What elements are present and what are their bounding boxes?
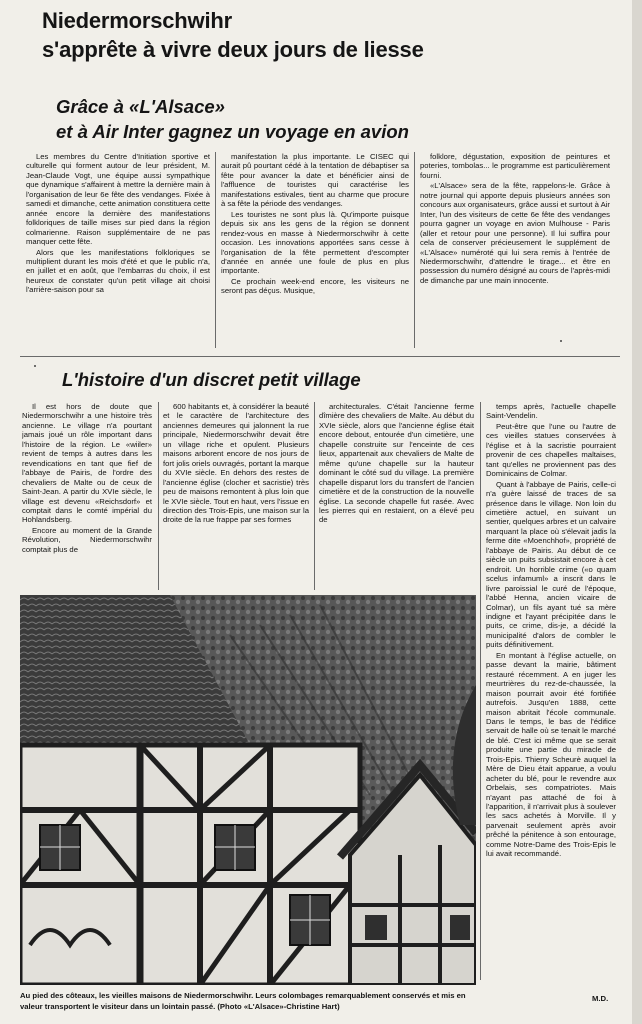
headline-line-2: s'apprête à vivre deux jours de liesse: [42, 37, 424, 62]
scan-speck: [560, 340, 562, 342]
column-rule: [215, 152, 216, 348]
column-rule: [480, 402, 481, 980]
paragraph: Alors que les manifestations folkloriques se multiplient durant les mois d'été et que le public n'a, en juillet et en août, que l'embarras du choix, il est heureux de constater qu'un petit village ait choisi l'arrière-saison pour sa: [26, 247, 210, 295]
paragraph: 600 habitants et, à considérer la beauté et le caractère de l'architecture des anciennes demeures qui jalonnent la rue principale, Niedermorschwihr devait être un village riche et opulent. Plusieurs maisons arborent encore de nos jours de fort jolis oriels ouvragés, portant la marque du XVIe siècle. En dehors des restes de l'ancienne église (clocher et sacristie) très peu de maisons remontent à plus loin que le XVIe siècle. Tout en haut, vers l'issue en direction des Trois-Epis, une maison sur la droite de la rue frappe par ses formes: [163, 402, 309, 525]
article2-column-2: [163, 402, 309, 592]
paragraph: manifestation la plus importante. Le CISEC qui aurait pû pourtant cédé à la tentation de débaptiser sa fête pour avancer la date et bénéficier ainsi de l'affluence de touristes qui caractérise les manifestations estivales, tient au charme que procure à sa fête la période des vendanges.: [221, 152, 409, 209]
headline: [42, 6, 602, 64]
half-timbered-houses-illustration: [20, 595, 476, 985]
paragraph: Il est hors de doute que Niedermorschwihr a une histoire très ancienne. Le village n'a pourtant jamais joué un rôle important dans l'histoire de la région. Le «wiiler» revient de temps à autres dans les revendications en tant que fief de l'abbaye de Pairis, de l'ordre des chevaliers de Malte ou de ceux de Saint-Jean. A partir du XVIe siècle, le village est devenu «Reichsdorf» et comptait dans le comté impérial du Hohlandsberg.: [22, 402, 152, 525]
article2-column-1: [22, 402, 152, 592]
paragraph: Ce prochain week-end encore, les visiteurs ne seront pas déçus. Musique,: [221, 276, 409, 296]
article2-column-3: [319, 402, 474, 592]
headline-line-1: Niedermorschwihr: [42, 8, 232, 33]
section-title: L'histoire d'un discret petit village: [62, 369, 361, 390]
paragraph: folklore, dégustation, exposition de peintures et poteries, tombolas... le programme est particulièrement fourni.: [420, 152, 610, 180]
village-photo: [20, 595, 476, 985]
article1-column-1: [26, 152, 210, 350]
paragraph: temps après, l'actuelle chapelle Saint-Vendelin.: [486, 402, 616, 421]
page-edge: [632, 0, 642, 1024]
photo-caption: Au pied des côteaux, les vieilles maisons de Niedermorschwihr. Leurs colombages remarquablement conservés et mis en valeur transportent le visiteur dans un lointain passé. (Photo «L'Alsace»-Christine Hart): [20, 991, 466, 1011]
column-rule: [314, 402, 315, 590]
column-rule: [158, 402, 159, 590]
paragraph: «L'Alsace» sera de la fête, rappelons-le. Grâce à notre journal qui apporte depuis plusieurs années son concours aux organisateurs, grâce aussi et surtout à Air Inter, l'un des visiteurs de cette 6e fête des vendanges pourra gagner un voyage en avion Mulhouse - Paris (aller et retour pour une personne). Il lui suffira pour cela de conserver précieusement le supplément de «L'Alsace» numéroté qui lui sera remis à l'entrée de Niedermorschwihr, d'attendre le tirage... et être en possession du numéro désigné au cours de l'après-midi de dimanche par une main innocente.: [420, 181, 610, 285]
subhead-line-2: et à Air Inter gagnez un voyage en avion: [56, 121, 409, 142]
scan-speck: [34, 365, 36, 367]
column-rule: [414, 152, 415, 348]
paragraph: Les touristes ne sont plus là. Qu'importe puisque depuis six ans les gens de la région se donnent rendez-vous en masse à Niedermorschwihr à cette occasion. Les innovations apportées sans cesse à l'organisation de la fête permettent d'escompter d'année en année une foule de plus en plus importante.: [221, 209, 409, 276]
paragraph: architecturales. C'était l'ancienne ferme dîmière des chevaliers de Malte. Au début du XVIe siècle, alors que l'ancienne église était encore debout, entourée d'un cimetière, une chapelle construite sur l'enceinte de ces lieux, appartenait aux chevaliers de Malte de même qu'une chapelle sur la hauteur dominant le côté sud du village. La première chapelle disparut lors du transfert de l'ancien cimetière et de la construction de la nouvelle église. La seconde chapelle fut rasée. Avec les pierres qui en restaient, on a élevé peu de: [319, 402, 474, 525]
subhead-line-1: Grâce à «L'Alsace»: [56, 96, 225, 117]
section-divider: [20, 356, 620, 357]
paragraph: En montant à l'église actuelle, on passe devant la mairie, bâtiment restauré récemment. A en juger les meurtrières du rez-de-chaussée, la maison pourrait avoir été fortifiée autrefois. Jusqu'en 1888, cette maison abritait l'école communale. Dans le temps, le bas de l'édifice servait de halle où se tenait le marché de blé. C'est ici même que se serait produite une partie du miracle de Trois-Epis. Thierry Scheurè auquel la Mère de Dieu était apparue, a voulu acheter du blé, pour le revendre aux Orbelais, ses compatriotes. Mais n'ayant pas attaché de foi à l'apparition, il n'arrivait plus à soulever les sacs achetés à Morville. Il y parvenait seulement après avoir prêché la pénitence à son entourage, comme Notre-Dame des Trois-Epis le lui avait recommandé.: [486, 650, 616, 859]
article1-column-3: [420, 152, 610, 350]
subhead: [56, 94, 616, 144]
paragraph: Quant à l'abbaye de Pairis, celle-ci n'a guère laissé de traces de sa présence dans le village. Non loin du cimetière actuel, en suivant un sentier, quelques arbres et un calvaire marquant la place où s'élevait jadis la ferme dite «Moenchhof», propriété de l'abbaye de Pairis. Au début de ce siècle un puits subsistait encore à cet endroit. Un horrible crime («o quam scelus infamuml» a inscrit dans le livre paroissial le curé de l'époque, l'abbé Henna, ancien vicaire de Colmar), un fils ayant tué sa mère indigne et l'ayant précipitée dans le puits, ce crime, dis-je, a décidé la municipalité d'alors de combler le puits définitivement.: [486, 479, 616, 650]
author-signature: M.D.: [592, 994, 609, 1003]
article2-column-4: [486, 402, 616, 982]
paragraph: Encore au moment de la Grande Révolution, Niedermorschwihr comptait plus de: [22, 525, 152, 554]
article1-column-2: [221, 152, 409, 350]
paragraph: Les membres du Centre d'Initiation sportive et culturelle qui forment autour de leur président, M. Jean-Claude Vogt, une équipe aussi sympathique que dynamique s'affairent à mettre la dernière main à l'organisation de leur 6e fête des vendanges. Fixée à samedi et dimanche, cette animation constituera cette année encore la dernière des manifestations folkloriques de taille mises sur pied dans la région colmarienne. Raison supplémentaire de ne pas manquer cette fête.: [26, 152, 210, 247]
paragraph: Peut-être que l'une ou l'autre de ces vieilles statues conservées à l'église et à la sacristie pourraient provenir de ces chapelles maltaises, tant qu'elles ne proviennent pas des Dominicains de Colmar.: [486, 421, 616, 479]
